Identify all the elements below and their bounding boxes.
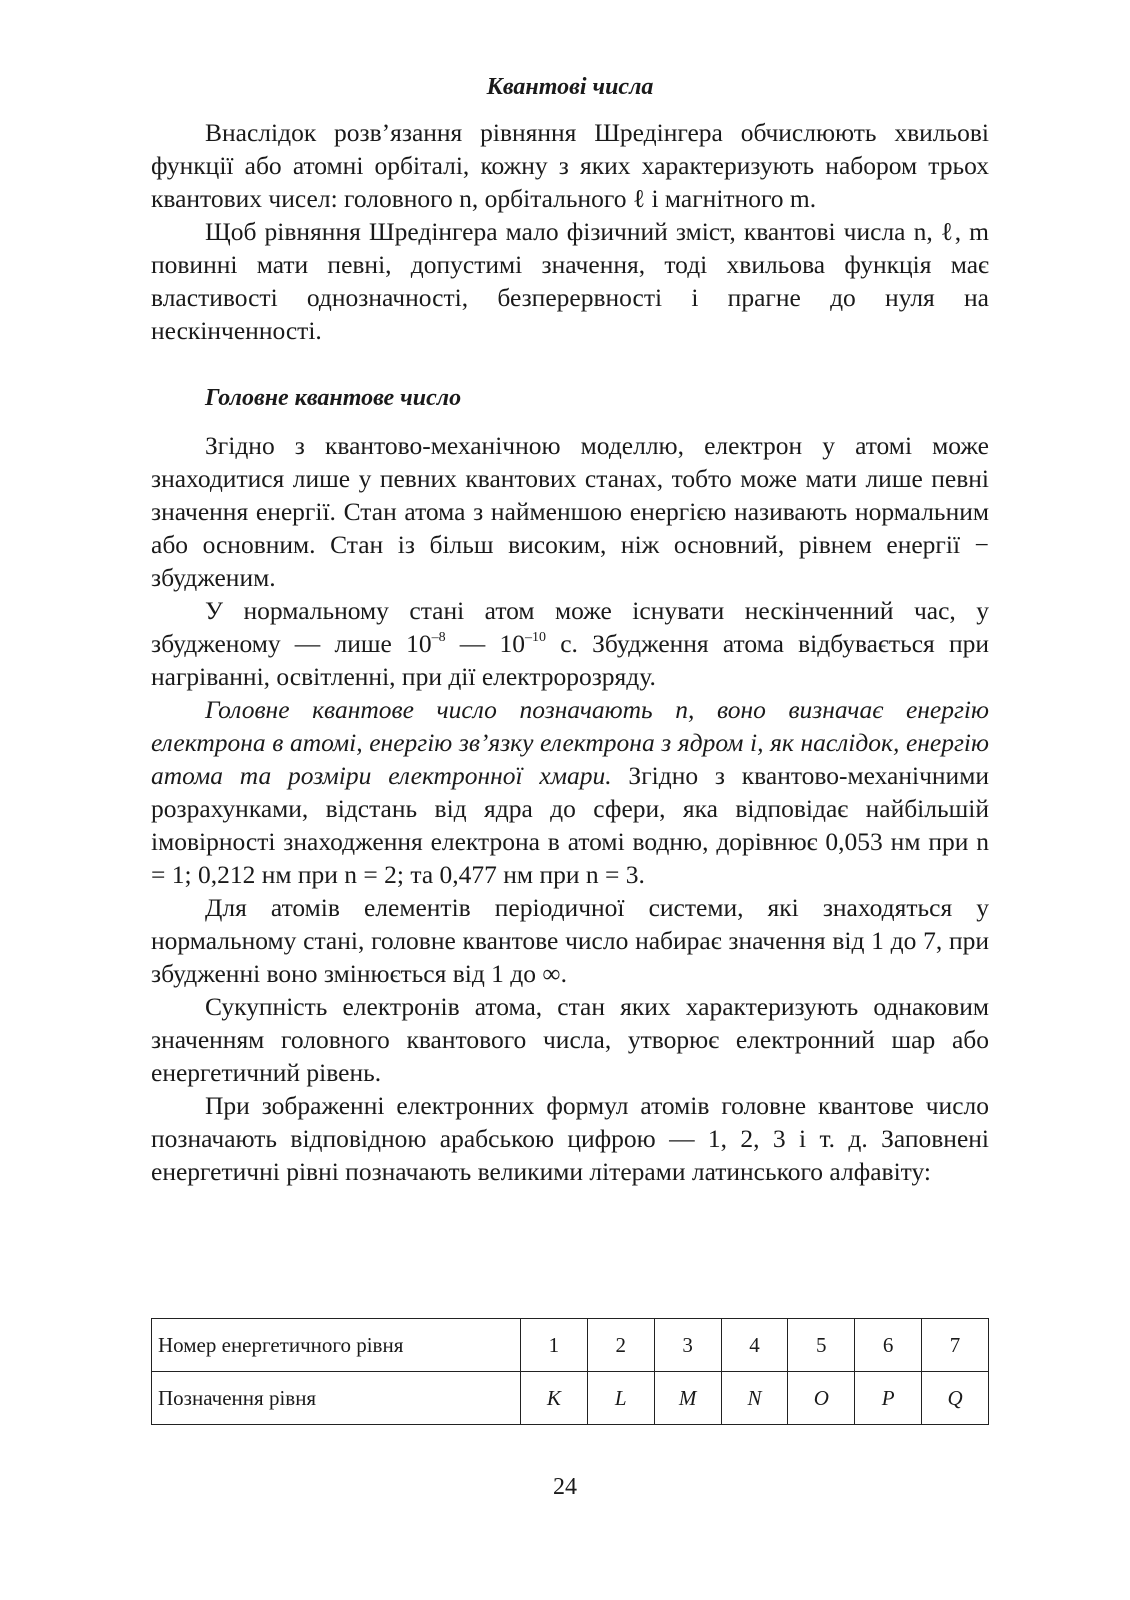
level-symbol: Q bbox=[922, 1372, 989, 1425]
level-symbol: O bbox=[788, 1372, 855, 1425]
level-number: 1 bbox=[521, 1319, 588, 1372]
table-row bbox=[152, 1319, 989, 1372]
text-body bbox=[151, 68, 989, 1188]
paragraph: Сукупність електронів атома, стан яких характеризують однаковим значенням головного квантового числа, утворює електронний шар або енергетичний рівень. bbox=[151, 992, 989, 1087]
level-symbol: M bbox=[654, 1372, 721, 1425]
level-symbol: N bbox=[721, 1372, 788, 1425]
paragraph: При зображенні електронних формул атомів головне квантове число позначають відповідною арабською цифрою — 1, 2, 3 і т. д. Заповнені енергетичні рівні позначають великими літерами латинського алфавіту: bbox=[151, 1091, 989, 1186]
level-symbol: L bbox=[587, 1372, 654, 1425]
text-run: — 10 bbox=[445, 629, 526, 658]
level-symbol: K bbox=[521, 1372, 588, 1425]
paragraph bbox=[151, 594, 989, 693]
exponent: –10 bbox=[525, 630, 547, 645]
row-label: Позначення рівня bbox=[152, 1372, 521, 1425]
paragraph: Для атомів елементів періодичної системи, які знаходяться у нормальному стані, головне квантове число набирає значення від 1 до 7, при збудженні воно змінюється від 1 до ∞. bbox=[151, 893, 989, 988]
row-label: Номер енергетичного рівня bbox=[152, 1319, 521, 1372]
page-number: 24 bbox=[553, 1474, 577, 1500]
subsection-title: Головне квантове число bbox=[205, 385, 462, 411]
text-run: Згідно з квантово-механічними розрахунками, відстань від ядра до сфери, яка відповідає найбільшій імовірності знаходження електрона в атомі водню, дорівнює 0,053 нм при n = 1; 0,212 нм при n = 2; та 0,477 нм при n = 3. bbox=[151, 761, 989, 889]
italic-definition: Головне квантове число позначають n, воно визначає енергію електрона в атомі, енергію зв’язку електрона з ядром і, як наслідок, енергію атома та розміри електронної хмари. bbox=[151, 695, 989, 790]
level-number: 6 bbox=[855, 1319, 922, 1372]
section-title: Квантові числа bbox=[486, 74, 654, 100]
text-run: У нормальному стані атом може існувати нескінченний час, у збудженому — лише 10 bbox=[151, 596, 989, 658]
paragraph: Внаслідок розв’язання рівняння Шредінгера обчислюють хвильові функції або атомні орбіталі, кожну з яких характеризують набором трьох квантових чисел: головного n, орбітального ℓ і магнітного m. bbox=[151, 118, 989, 213]
level-symbol: P bbox=[855, 1372, 922, 1425]
text-run: с. Збудження атома відбувається при нагріванні, освітленні, при дії електророзряду. bbox=[151, 629, 990, 691]
level-number: 2 bbox=[587, 1319, 654, 1372]
level-number: 3 bbox=[654, 1319, 721, 1372]
paragraph: Щоб рівняння Шредінгера мало фізичний зміст, квантові числа n, ℓ, m повинні мати певні, допустимі значення, тоді хвильова функція має властивості однозначності, безперервності і прагне до нуля на нескінченності. bbox=[151, 217, 989, 345]
exponent: –8 bbox=[431, 630, 446, 645]
paragraph bbox=[151, 693, 989, 891]
table-row bbox=[152, 1372, 989, 1425]
paragraph: Згідно з квантово-механічною моделлю, електрон у атомі може знаходитися лише у певних квантових станах, тобто може мати лише певні значення енергії. Стан атома з найменшою енергією називають нормальним або основним. Стан із більш високим, ніж основний, рівнем енергії − збудженим. bbox=[151, 431, 989, 592]
level-number: 5 bbox=[788, 1319, 855, 1372]
energy-level-table bbox=[151, 1318, 989, 1425]
level-number: 7 bbox=[922, 1319, 989, 1372]
level-number: 4 bbox=[721, 1319, 788, 1372]
